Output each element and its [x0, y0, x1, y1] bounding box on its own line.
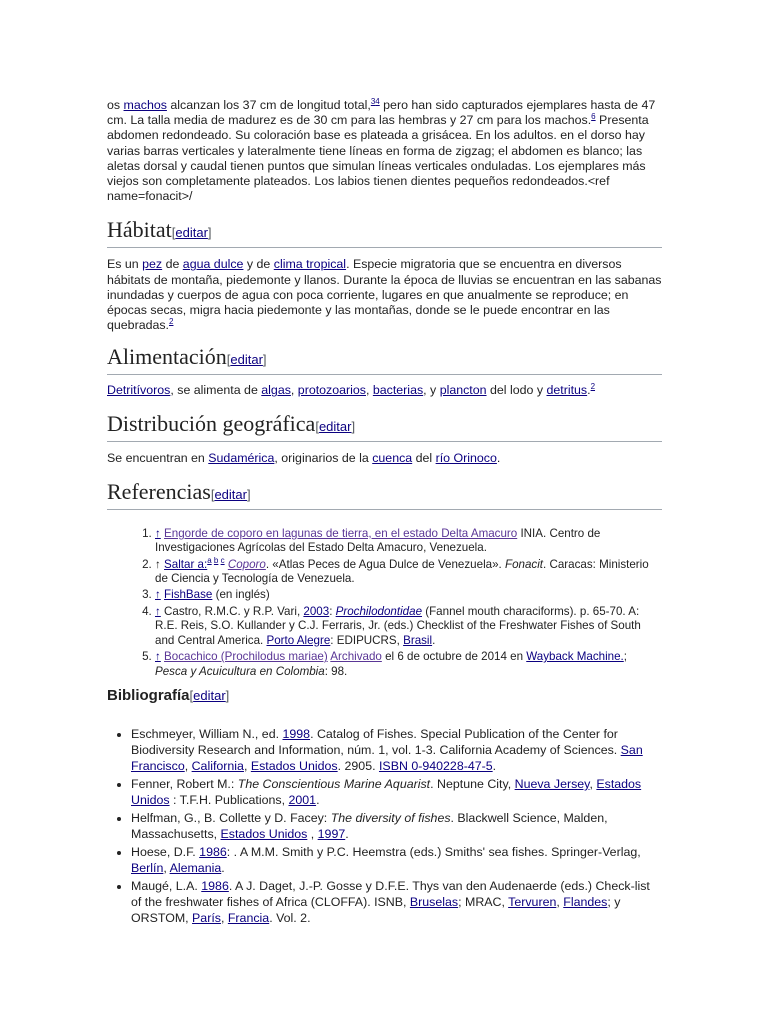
link-algas[interactable]: algas — [261, 383, 291, 398]
edit-link-distribucion[interactable]: editar — [318, 418, 352, 434]
text: pero han sido capturados ejemplares hasta de 47 cm. La talla media de madurez es de 30 cm para las hembras y 27 cm para los machos. — [107, 98, 656, 128]
text: y de — [243, 257, 274, 272]
edit-link-referencias[interactable]: editar — [214, 486, 247, 502]
link-cuenca[interactable]: cuenca — [372, 450, 413, 465]
text: . A J. Daget, J.-P. Gosse y D.F.E. Thys van den Audenaerde (eds.) Check-list of the freshwater fishes of Africa (CLOFFA). ISNB, — [131, 878, 650, 909]
text: : — [329, 604, 336, 618]
link-paris[interactable]: París — [192, 911, 221, 926]
reference-item — [155, 588, 662, 602]
link-flandes[interactable]: Flandes — [563, 894, 608, 909]
bibliography-item: • Helfman, G., B. Collette y D. Facey: The diversity of fishes. Blackwell Science, Malden, Massachusetts, Estados Unidos , 1997. — [131, 810, 662, 842]
heading-bibliografia — [107, 686, 662, 706]
text: The Conscientious Marine Aquarist — [237, 777, 431, 792]
text: (en inglés) — [212, 588, 270, 602]
bibliography-item: • Maugé, L.A. 1986. A J. Daget, J.-P. Gosse y D.F.E. Thys van den Audenaerde (eds.) Check-list of the freshwater fishes of Africa (CLOFFA). ISNB, Bruselas; MRAC, Tervuren, Flandes; y ORSTOM, París, Francia. Vol. 2. — [131, 878, 662, 927]
heading-habitat — [107, 217, 662, 248]
text: ; y ORSTOM, — [131, 894, 621, 926]
backlink-arrow[interactable]: ↑ — [155, 604, 161, 618]
link-bacterias[interactable]: bacterias — [372, 383, 424, 398]
link-detritus[interactable]: detritus — [546, 383, 588, 398]
bibliography-list — [107, 726, 662, 926]
cite-3[interactable]: 3 — [370, 96, 376, 106]
habitat-paragraph — [107, 257, 662, 333]
link-san-francisco[interactable]: San Francisco — [131, 743, 643, 774]
text: , y — [423, 383, 440, 398]
cite-2[interactable]: 2 — [590, 382, 596, 392]
edit-link-habitat[interactable]: editar — [175, 225, 208, 241]
link-alemania[interactable]: Alemania — [169, 861, 222, 876]
alimentacion-paragraph — [107, 383, 662, 398]
text: de — [162, 257, 183, 272]
text: Castro, R.M.C. y R.P. Vari, — [160, 604, 304, 618]
backlink-arrow[interactable]: ↑ — [155, 650, 161, 664]
link-tervuren[interactable]: Tervuren — [508, 894, 557, 909]
link-plancton[interactable]: plancton — [439, 383, 487, 398]
text: . Neptune City, — [430, 777, 515, 792]
text: os — [107, 98, 124, 112]
edit-section: [editar] — [189, 687, 230, 703]
ref-link-coporo[interactable]: Coporo — [227, 557, 266, 571]
text: (Fannel mouth characiforms). p. 65-70. A: R.E. Reis, S.O. Kullander y C.J. Ferraris, Jr. (eds.) Checklist of the Freshwater Fishes of South and Central America. — [155, 604, 641, 647]
text: . Caracas: Ministerio de Ciencia y Tecnología de Venezuela. — [155, 557, 649, 586]
ref-link-fishbase[interactable]: FishBase — [164, 588, 213, 602]
link-wayback-machine[interactable]: Wayback Machine. — [526, 650, 624, 664]
link-rio-orinoco[interactable]: río Orinoco — [435, 450, 497, 465]
text: Helfman, G., B. Collette y D. Facey: — [131, 810, 331, 825]
link-berlin[interactable]: Berlín — [131, 861, 164, 876]
text: del lodo y — [486, 383, 547, 398]
text: ; — [623, 650, 627, 664]
link-estados-unidos[interactable]: Estados Unidos — [250, 759, 338, 774]
text: . Especie migratoria que se encuentra en diversos hábitats de montaña, piedemonte y llanos. Durante la época de lluvias se encuentran en las sabanas inundadas y cuerpos de agua con poca corriente, lugares en que anualmente se reproduce; en épocas secas, migra hacia piedemonte y las montañas, donde se le puede encontrar en las quebradas. — [107, 257, 662, 333]
edit-link-alimentacion[interactable]: editar — [230, 352, 263, 368]
text: : EDIPUCRS, — [330, 633, 404, 647]
bibliography-item: • Hoese, D.F. 1986: . A M.M. Smith y P.C. Heemstra (eds.) Smiths' sea fishes. Springer-Verlag, Berlín, Alemania. — [131, 844, 662, 876]
reference-item — [155, 605, 662, 648]
ref-link[interactable]: Engorde de coporo en lagunas de tierra, en el estado Delta Amacuro — [164, 526, 518, 540]
link-year[interactable]: 1986 — [199, 844, 227, 859]
link-agua-dulce[interactable]: agua dulce — [182, 257, 244, 272]
text: . 2905. — [337, 759, 379, 774]
link-isbn[interactable]: ISBN 0-940228-47-5 — [378, 759, 493, 774]
edit-section: [editar] — [226, 352, 267, 368]
text: : T.F.H. Publications, — [169, 793, 289, 808]
text: , — [365, 383, 373, 398]
text: alcanzan los 37 cm de longitud total, — [166, 98, 371, 112]
heading-alimentacion — [107, 344, 662, 375]
link-nueva-jersey[interactable]: Nueva Jersey — [514, 777, 590, 792]
text: . — [496, 450, 501, 465]
link-estados-unidos[interactable]: Estados Unidos — [220, 827, 308, 842]
link-francia[interactable]: Francia — [227, 911, 270, 926]
link-year[interactable]: 1997 — [317, 827, 346, 842]
text: The diversity of fishes — [330, 810, 451, 825]
text: , originarios de la — [274, 450, 373, 465]
link-protozoarios[interactable]: protozoarios — [297, 383, 366, 398]
cite-4[interactable]: 4 — [375, 96, 380, 106]
edit-section: [editar] — [171, 225, 212, 241]
link-pez[interactable]: pez — [142, 257, 163, 272]
text: , — [290, 383, 298, 398]
text: Es un — [107, 257, 143, 272]
text: Se encuentran en — [107, 450, 209, 465]
link-detritivoros[interactable]: Detritívoros — [107, 383, 171, 398]
text: el 6 de octubre de 2014 en — [381, 650, 527, 664]
text: ; MRAC, — [458, 894, 509, 909]
text: Fonacit — [505, 557, 544, 571]
article-content — [107, 98, 662, 928]
ref-link-bocachico[interactable]: Bocachico (Prochilodus mariae) — [164, 650, 328, 664]
link-year[interactable]: 1998 — [282, 726, 311, 741]
text: INIA. Centro de Investigaciones Agrícolas del Estado Delta Amacuro, Venezuela. — [155, 526, 601, 555]
heading-referencias — [107, 479, 662, 510]
link-sudamerica[interactable]: Sudamérica — [208, 450, 275, 465]
bibliography-item: • Fenner, Robert M.: The Conscientious Marine Aquarist. Neptune City, Nueva Jersey, Estados Unidos : T.F.H. Publications, 2001. — [131, 776, 662, 808]
reference-item — [155, 527, 662, 556]
link-bruselas[interactable]: Bruselas — [409, 894, 459, 909]
link-brasil[interactable]: Brasil — [403, 633, 433, 647]
heading-text: Distribución geográfica — [107, 410, 316, 436]
ref-link-prochilodontidae[interactable]: Prochilodontidae — [335, 604, 423, 618]
text: Hoese, D.F. — [131, 844, 200, 859]
cite-6[interactable]: 6 — [591, 112, 596, 122]
text: : . A M.M. Smith y P.C. Heemstra (eds.) Smiths' sea fishes. Springer-Verlag, — [226, 844, 641, 859]
text: Presenta abdomen redondeado. Su coloración base es plateada a grisácea. En los adultos. en el dorso hay varias barras verticales y lateralmente tiene líneas en forma de zigzag; el abdomen es blanco; las aletas dorsal y caudal tienen puntos que simulan líneas verticales onduladas. Los ejemplares más viejos son completamente plateados. Los labios tienen dientes pequeños redondeados.<ref name=fonacit>/ — [107, 113, 649, 204]
reference-item — [155, 650, 662, 679]
backlink-arrow[interactable]: ↑ — [155, 526, 161, 540]
link-year[interactable]: 1986 — [201, 878, 229, 893]
text: Fenner, Robert M.: — [131, 777, 238, 792]
text: : 98. — [324, 664, 348, 678]
backlink-arrow: ↑ — [155, 557, 161, 571]
backlink-c[interactable]: c — [220, 555, 225, 565]
text: . «Atlas Peces de Agua Dulce de Venezuela». — [265, 557, 505, 571]
cite-2[interactable]: 2 — [169, 317, 174, 327]
jump-link[interactable]: Saltar a: — [164, 557, 208, 571]
link-california[interactable]: California — [191, 759, 244, 774]
edit-link-bibliografia[interactable]: editar — [193, 687, 226, 703]
link-year[interactable]: 2001 — [288, 793, 317, 808]
edit-section: [editar] — [315, 418, 356, 434]
text: Pesca y Acuicultura en Colombia — [155, 664, 325, 678]
heading-distribucion — [107, 411, 662, 442]
text: . — [432, 633, 436, 647]
text: Maugé, L.A. — [131, 878, 202, 893]
text: Eschmeyer, William N., ed. — [131, 726, 283, 741]
backlink-b[interactable]: b — [213, 555, 219, 565]
heading-text: Bibliografía — [107, 686, 190, 704]
backlink-a[interactable]: a — [207, 555, 212, 565]
backlink-arrow[interactable]: ↑ — [155, 588, 161, 602]
text: . Blackwell Science, Malden, Massachusetts, — [131, 810, 608, 842]
link-clima-tropical[interactable]: clima tropical — [273, 257, 347, 272]
link-machos[interactable]: machos — [123, 98, 167, 112]
references-list — [107, 527, 662, 679]
text: . — [587, 383, 591, 398]
intro-paragraph — [107, 98, 662, 204]
heading-text: Referencias — [107, 478, 211, 504]
link-estados-unidos[interactable]: Estados Unidos — [131, 777, 642, 808]
link-year-2003[interactable]: 2003 — [303, 604, 330, 618]
bibliography-item: • Eschmeyer, William N., ed. 1998. Catalog of Fishes. Special Publication of the Center for Biodiversity Research and Information, núm. 1, vol. 1-3. California Academy of Sciences. San Francisco, California, Estados Unidos. 2905. ISBN 0-940228-47-5. — [131, 726, 662, 775]
heading-text: Hábitat — [107, 217, 172, 243]
reference-item — [155, 555, 662, 587]
text: del — [412, 450, 436, 465]
text: . Catalog of Fishes. Special Publication of the Center for Biodiversity Research and Information, núm. 1, vol. 1-3. California Academy of Sciences. — [131, 726, 621, 758]
edit-section: [editar] — [210, 486, 251, 502]
link-porto-alegre[interactable]: Porto Alegre — [266, 633, 331, 647]
heading-text: Alimentación — [107, 344, 227, 370]
link-archivado[interactable]: Archivado — [330, 650, 382, 664]
distribucion-paragraph — [107, 451, 662, 466]
text: , se alimenta de — [170, 383, 262, 398]
